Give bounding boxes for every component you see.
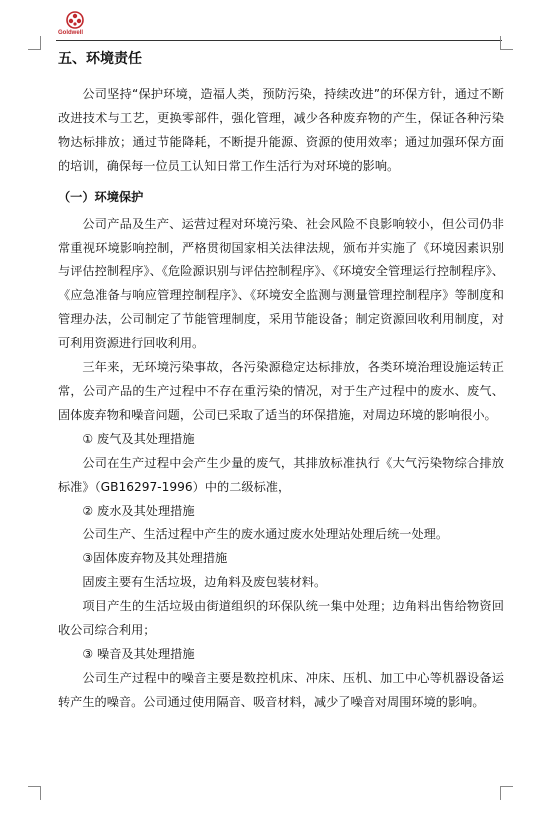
- item-heading: [58, 643, 504, 667]
- item-heading: [58, 500, 504, 524]
- section-title: 五、环境责任: [58, 51, 142, 67]
- logo-text: Goldwell: [58, 30, 84, 36]
- item-heading: [58, 547, 504, 571]
- crop-mark: [28, 49, 41, 50]
- item-heading: [58, 428, 504, 452]
- item-title: 废气及其处理措施: [97, 431, 195, 446]
- item-paragraph: 固废主要有生活垃圾，边角料及废包装材料。: [82, 575, 327, 590]
- crop-mark: [500, 786, 513, 787]
- page-header: [0, 0, 542, 44]
- item-title: 废水及其处理措施: [97, 503, 195, 518]
- item-paragraph: 公司在生产过程中会产生少量的废气，其排放标准执行《大气污染物综合排放标准》（GB16297-1996）中的二级标准，: [58, 455, 504, 494]
- item-marker: ③: [82, 646, 94, 661]
- item-marker: ①: [82, 431, 94, 446]
- crop-mark: [40, 786, 41, 800]
- item-title: 固体废弃物及其处理措施: [93, 551, 228, 566]
- body-paragraph: 三年来，无环境污染事故，各污染源稳定达标排放，各类环境治理设施运转正常，公司产品的生产过程中不存在重污染的情况，对于生产过程中的废水、废气、固体废弃物和噪音问题，公司已采取了适当的环保措施，对周边环境的影响很小。: [58, 360, 504, 422]
- document-body: [58, 48, 504, 715]
- item-paragraph: 项目产生的生活垃圾由街道组织的环保队统一集中处理；边角料出售给物资回收公司综合利用；: [58, 599, 504, 638]
- crop-mark: [40, 36, 41, 50]
- crop-mark: [500, 786, 501, 800]
- header-rule: [56, 40, 502, 41]
- item-marker: ②: [82, 503, 94, 518]
- item-title: 噪音及其处理措施: [97, 646, 195, 661]
- item-list: [58, 428, 504, 715]
- item-marker: ③: [82, 551, 94, 566]
- crop-mark: [28, 786, 41, 787]
- intro-paragraph: 公司坚持“保护环境，造福人类，预防污染，持续改进”的环保方针，通过不断改进技术与工艺，更换零部件，强化管理，减少各种废弃物的产生，保证各种污染物达标排放；通过节能降耗，不断提升能源、资源的使用效率；通过加强环保方面的培训，确保每一位员工认知日常工作生活行为对环境的影响。: [58, 87, 504, 173]
- item-paragraph: 公司生产过程中的噪音主要是数控机床、冲床、压机、加工中心等机器设备运转产生的噪音。公司通过使用隔音、吸音材料，减少了噪音对周围环境的影响。: [58, 670, 504, 709]
- body-paragraph: 公司产品及生产、运营过程对环境污染、社会风险不良影响较小，但公司仍非常重视环境影响控制，严格贯彻国家相关法律法规，颁布并实施了《环境因素识别与评估控制程序》、《危险源识别与评估控制程序》、《环境安全管理运行控制程序》、《应急准备与响应管理控制程序》、《环境安全监测与测量管理控制程序》等制度和管理办法，公司制定了节能管理制度，采用节能设备；制定资源回收利用制度，对可利用资源进行回收利用。: [58, 216, 504, 351]
- subsection-title: （一）环境保护: [58, 189, 144, 204]
- item-paragraph: 公司生产、生活过程中产生的废水通过废水处理站处理后统一处理。: [82, 527, 449, 542]
